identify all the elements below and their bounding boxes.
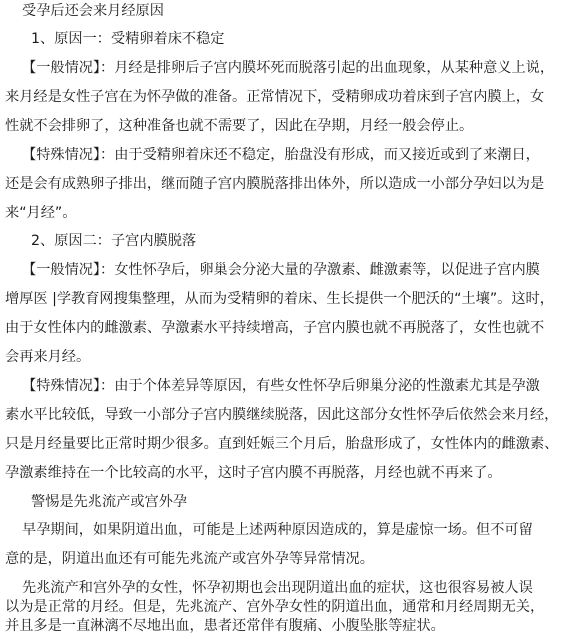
paragraph-line: 由于女性体内的雌激素、孕激素水平持续增高，子宫内膜也就不再脱落了，女性也就不 (5, 320, 545, 336)
section-heading-2: 2、原因二：子宫内膜脱落 (31, 233, 197, 249)
paragraph-line: 先兆流产和宫外孕的女性，怀孕初期也会出现阴道出血的症状，这也很容易被人误 (22, 580, 533, 596)
paragraph-line: 来“月经”。 (5, 205, 77, 221)
paragraph-line: 以为是正常的月经。但是，先兆流产、宫外孕女性的阴道出血，通常和月经周期无关， (5, 599, 545, 615)
paragraph-line: 早孕期间，如果阴道出血，可能是上述两种原因造成的，算是虚惊一场。但不可留 (22, 522, 533, 538)
paragraph-line: 增厚医 |学教育网搜集整理，从而为受精卵的着床、生长提供一个肥沃的“土壤”。这时， (5, 291, 554, 307)
paragraph-line: 并且多是一直淋漓不尽地出血，患者还常伴有腹痛、小腹坠胀等症状。 (5, 618, 445, 634)
paragraph-line: 意的是，阴道出血还有可能先兆流产或宫外孕等异常情况。 (5, 551, 374, 567)
paragraph-line: 孕激素维持在一个比较高的水平，这时子宫内膜不再脱落，月经也就不再来了。 (5, 465, 502, 481)
paragraph-line: 性就不会排卵了，这种准备也就不需要了，因此在孕期，月经一般会停止。 (5, 118, 474, 134)
paragraph-line: 素水平比较低，导致一小部分子宫内膜继续脱落，因此这部分女性怀孕后依然会来月经， (5, 407, 559, 423)
section-heading-warning: 警惕是先兆流产或宫外孕 (31, 494, 188, 510)
paragraph-line: 【一般情况】：女性怀孕后，卵巢会分泌大量的孕激素、雌激素等，以促进子宫内膜 (22, 262, 540, 278)
paragraph-line: 只是月经量要比正常时期少很多。直到妊娠三个月后，胎盘形成了，女性体内的雌激素、 (5, 436, 559, 452)
article-title: 受孕后还会来月经原因 (22, 3, 164, 19)
section-heading-1: 1、原因一：受精卵着床不稳定 (31, 31, 225, 47)
paragraph-line: 【特殊情况】：由于个体差异等原因，有些女性怀孕后卵巢分泌的性激素尤其是孕激 (22, 378, 540, 394)
paragraph-line: 【一般情况】：月经是排卵后子宫内膜坏死而脱落引起的出血现象，从某种意义上说， (22, 60, 555, 76)
paragraph-line: 来月经是女性子宫在为怀孕做的准备。正常情况下，受精卵成功着床到子宫内膜上，女 (5, 89, 545, 105)
paragraph-line: 会再来月经。 (5, 349, 91, 365)
paragraph-line: 【特殊情况】：由于受精卵着床还不稳定，胎盘没有形成，而又接近或到了来潮日， (22, 147, 540, 163)
paragraph-line: 还是会有成熟卵子排出，继而随子宫内膜脱落排出体外，所以造成一小部分孕妇以为是 (5, 176, 545, 192)
